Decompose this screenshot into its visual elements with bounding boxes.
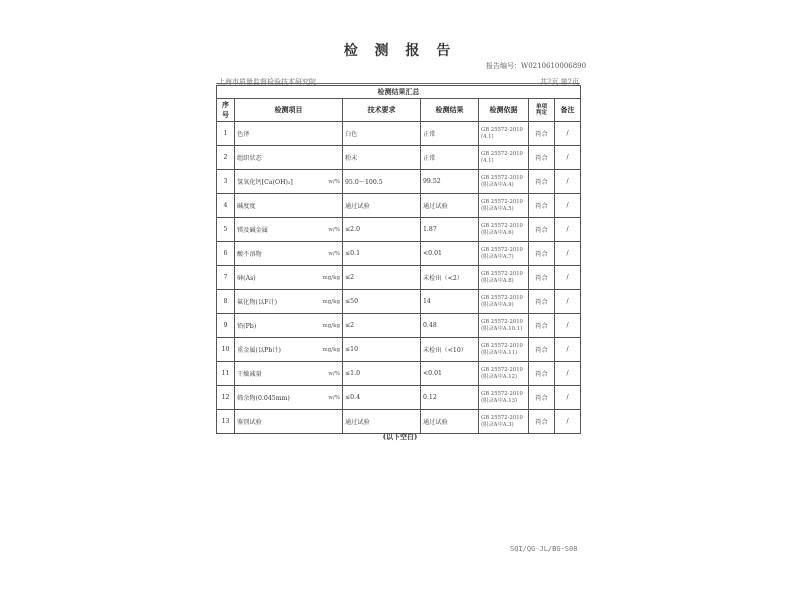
row-verdict: 符合 [529,266,555,290]
row-verdict: 符合 [529,194,555,218]
row-item-cell [235,266,343,290]
row-item: 鉴别试验 [237,419,262,426]
row-standard-clause: (附录A中A.10.1) [481,325,523,332]
row-standard-code: GB 25572-2010 [481,246,523,253]
row-standard-clause: (附录A中A.13) [481,397,518,404]
row-unit: mg/kg [322,346,340,353]
header-standard: 检测依据 [479,99,529,122]
row-item-cell [235,290,343,314]
row-number: 12 [217,386,235,410]
table-row [217,338,581,362]
header-result: 检测结果 [421,99,479,122]
table-row [217,386,581,410]
row-requirement: ≤2 [343,314,421,338]
row-number: 9 [217,314,235,338]
row-standard [479,218,529,242]
row-result: 14 [421,290,479,314]
row-standard [479,410,529,434]
report-number: 报告编号：W0210610006890 [486,62,587,70]
row-standard [479,338,529,362]
row-number: 7 [217,266,235,290]
results-table [216,85,581,434]
row-standard-code: GB 25572-2010 [481,126,523,133]
row-verdict: 符合 [529,386,555,410]
row-standard-clause: (附录A中A.3) [481,421,514,428]
row-item: 氟化物(以F计) [237,299,278,306]
row-requirement: ≤2.0 [343,218,421,242]
header-divider [216,83,580,84]
table-row [217,266,581,290]
row-number: 13 [217,410,235,434]
row-standard-code: GB 25572-2010 [481,318,523,325]
row-number: 8 [217,290,235,314]
row-item-cell [235,194,343,218]
row-item: 砷(As) [237,275,256,282]
row-item-cell [235,242,343,266]
row-result: <0.01 [421,242,479,266]
row-result: 1.87 [421,218,479,242]
row-standard-clause: (4.1) [481,157,494,164]
row-standard [479,362,529,386]
row-note: / [555,410,581,434]
row-item-cell [235,338,343,362]
footer-code: SQI/QG-JL/BG-S08 [510,545,578,553]
summary-title: 检测结果汇总 [217,86,581,99]
header-requirement: 技术要求 [343,99,421,122]
summary-row [217,86,581,99]
row-verdict: 符合 [529,314,555,338]
table-row [217,170,581,194]
row-item: 氢氧化钙[Ca(OH)₂] [237,179,293,186]
header-note: 备注 [555,99,581,122]
row-result: 未检出（<10） [421,338,479,362]
row-standard [479,290,529,314]
row-standard-clause: (附录A中A.8) [481,277,514,284]
row-standard [479,314,529,338]
row-note: / [555,242,581,266]
table-row [217,362,581,386]
table-row [217,242,581,266]
row-standard-clause: (附录A中A.11) [481,349,518,356]
row-requirement: ≤50 [343,290,421,314]
row-result: 未检出（<2） [421,266,479,290]
row-requirement: 通过试验 [343,410,421,434]
row-standard-code: GB 25572-2010 [481,270,523,277]
row-verdict: 符合 [529,122,555,146]
row-note: / [555,290,581,314]
row-number: 1 [217,122,235,146]
row-standard [479,266,529,290]
row-standard-clause: (附录A中A.5) [481,205,514,212]
row-item-cell [235,386,343,410]
row-standard-code: GB 25572-2010 [481,342,523,349]
row-item-cell [235,362,343,386]
row-verdict: 符合 [529,242,555,266]
row-number: 3 [217,170,235,194]
row-number: 10 [217,338,235,362]
row-requirement: 白色 [343,122,421,146]
row-note: / [555,362,581,386]
row-item-cell [235,410,343,434]
row-requirement: ≤10 [343,338,421,362]
row-standard [479,386,529,410]
row-requirement: ≤2 [343,266,421,290]
row-item: 筛余物(0.045mm) [237,395,290,402]
row-note: / [555,266,581,290]
row-result: 99.52 [421,170,479,194]
row-standard-clause: (附录A中A.4) [481,181,514,188]
row-result: 通过试验 [421,410,479,434]
row-item: 色泽 [237,131,250,138]
row-requirement: ≤0.4 [343,386,421,410]
row-unit: w/% [328,178,340,185]
row-verdict: 符合 [529,170,555,194]
row-number: 2 [217,146,235,170]
row-requirement: 通过试验 [343,194,421,218]
row-verdict: 符合 [529,362,555,386]
row-standard [479,122,529,146]
row-result: <0.01 [421,362,479,386]
blank-note: (以下空白) [382,432,418,441]
row-standard-code: GB 25572-2010 [481,222,523,229]
row-item: 铅(Pb) [237,323,257,330]
row-item: 镁及碱金属 [237,227,268,234]
table-row [217,218,581,242]
table-row [217,194,581,218]
row-note: / [555,314,581,338]
row-requirement: 粉末 [343,146,421,170]
table-row [217,122,581,146]
row-unit: w/% [328,394,340,401]
row-note: / [555,122,581,146]
row-requirement: ≤0.1 [343,242,421,266]
row-requirement: ≤1.0 [343,362,421,386]
row-standard-clause: (附录A中A.6) [481,229,514,236]
row-verdict: 符合 [529,410,555,434]
row-note: / [555,170,581,194]
row-item-cell [235,170,343,194]
row-standard-code: GB 25572-2010 [481,198,523,205]
institute-name: 上海市质量监督检验技术研究院 [218,78,316,86]
row-verdict: 符合 [529,290,555,314]
row-standard-clause: (附录A中A.12) [481,373,518,380]
header-row [217,99,581,122]
document-title: 检 测 报 告 [343,43,457,59]
row-standard [479,242,529,266]
row-standard [479,170,529,194]
row-result: 通过试验 [421,194,479,218]
table-row [217,146,581,170]
page-info: 共2页 第2页 [540,78,580,86]
table-row [217,410,581,434]
row-result: 0.48 [421,314,479,338]
row-unit: w/% [328,250,340,257]
header-no: 序号 [217,99,235,122]
row-item: 重金属(以Pb计) [237,347,281,354]
row-number: 11 [217,362,235,386]
row-requirement: 95.0～100.5 [343,170,421,194]
row-standard-code: GB 25572-2010 [481,390,523,397]
row-verdict: 符合 [529,338,555,362]
header-verdict-line2: 判定 [535,110,547,116]
row-standard [479,194,529,218]
row-item-cell [235,122,343,146]
row-result: 正常 [421,122,479,146]
row-item-cell [235,146,343,170]
row-verdict: 符合 [529,146,555,170]
row-verdict: 符合 [529,218,555,242]
row-note: / [555,218,581,242]
row-standard-code: GB 25572-2010 [481,414,523,421]
row-number: 4 [217,194,235,218]
row-standard-clause: (附录A中A.9) [481,301,514,308]
row-result: 0.12 [421,386,479,410]
row-item-cell [235,218,343,242]
row-standard-clause: (附录A中A.7) [481,253,514,260]
row-item: 碱度度 [237,203,256,210]
row-number: 5 [217,218,235,242]
row-result: 正常 [421,146,479,170]
row-unit: mg/kg [322,274,340,281]
table-row [217,290,581,314]
table-row [217,314,581,338]
row-note: / [555,338,581,362]
row-standard-code: GB 25572-2010 [481,174,523,181]
row-item: 酸不溶物 [237,251,262,258]
row-unit: w/% [328,370,340,377]
row-note: / [555,386,581,410]
row-standard-code: GB 25572-2010 [481,294,523,301]
row-standard-code: GB 25572-2010 [481,366,523,373]
row-number: 6 [217,242,235,266]
row-standard-code: GB 25572-2010 [481,150,523,157]
row-note: / [555,194,581,218]
row-note: / [555,146,581,170]
row-unit: w/% [328,226,340,233]
row-item-cell [235,314,343,338]
row-standard [479,146,529,170]
header-verdict-line1: 单项 [535,104,547,110]
row-standard-clause: (4.1) [481,133,494,140]
header-verdict [529,99,555,122]
header-item: 检测项目 [235,99,343,122]
row-unit: mg/kg [322,322,340,329]
row-unit: mg/kg [322,298,340,305]
row-item: 干燥减量 [237,371,262,378]
row-item: 组织状态 [237,155,262,162]
